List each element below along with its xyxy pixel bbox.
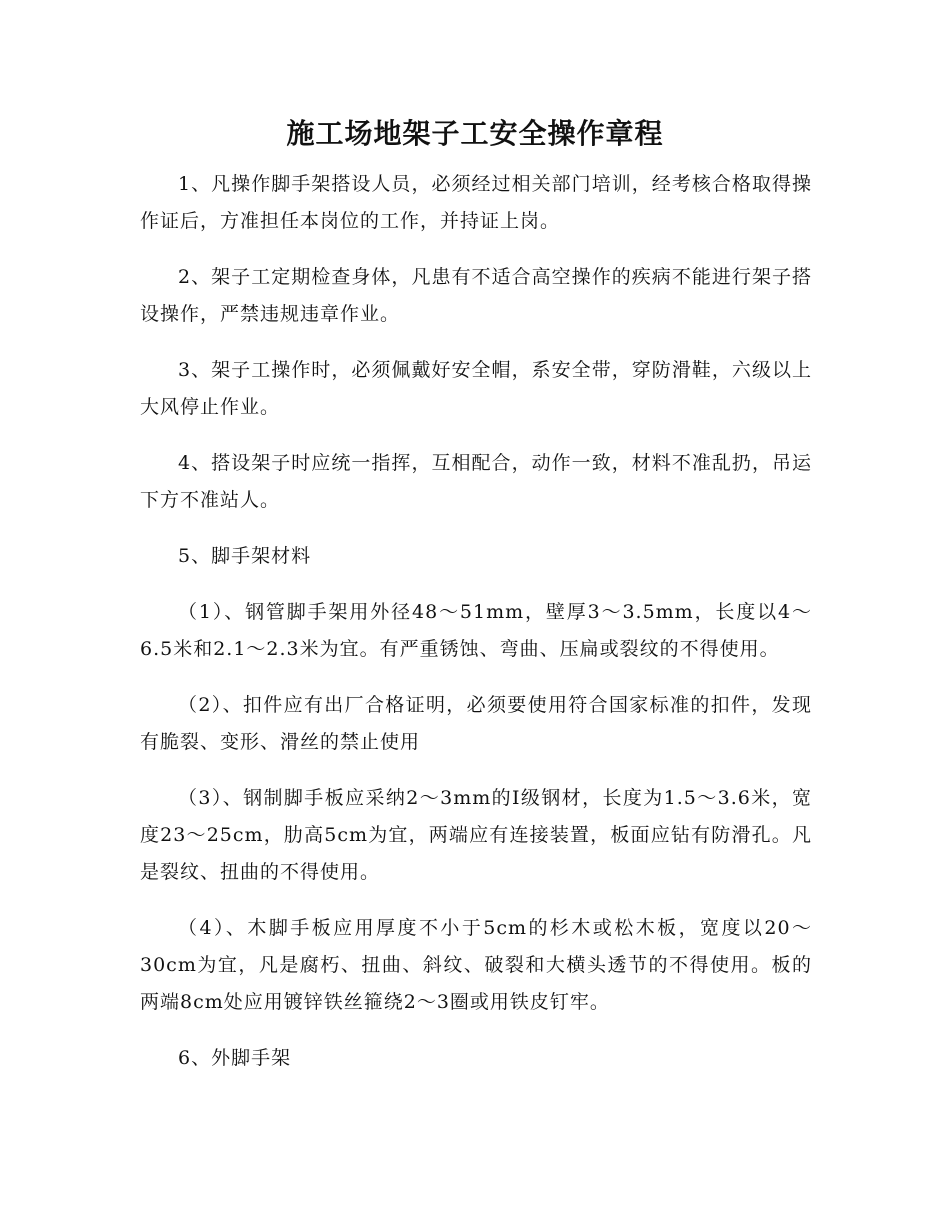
paragraph-5-4: （4）、木脚手板应用厚度不小于5cm的杉木或松木板，宽度以20～30cm为宜，凡是腐朽、扭曲、斜纹、破裂和大横头透节的不得使用。板的两端8cm处应用镀锌铁丝箍绕2～3圈或用铁皮钉牢。 <box>140 917 812 1013</box>
paragraph-6-heading: 6、外脚手架 <box>178 1047 292 1069</box>
document-title: 施工场地架子工安全操作章程 <box>286 117 664 150</box>
paragraph-3: 3、架子工操作时，必须佩戴好安全帽，系安全带，穿防滑鞋，六级以上大风停止作业。 <box>140 359 812 418</box>
paragraph-4: 4、搭设架子时应统一指挥，互相配合，动作一致，材料不准乱扔，吊运下方不准站人。 <box>140 452 812 511</box>
paragraph-5-1: （1）、钢管脚手架用外径48～51mm，壁厚3～3.5mm，长度以4～6.5米和2.1～2.3米为宜。有严重锈蚀、弯曲、压扁或裂纹的不得使用。 <box>140 601 812 660</box>
paragraph-5-3: （3）、钢制脚手板应采纳2～3mm的Ⅰ级钢材，长度为1.5～3.6米，宽度23～25cm，肋高5cm为宜，两端应有连接装置，板面应钻有防滑孔。凡是裂纹、扭曲的不得使用。 <box>140 787 812 883</box>
paragraph-2: 2、架子工定期检查身体，凡患有不适合高空操作的疾病不能进行架子搭设操作，严禁违规违章作业。 <box>140 266 812 325</box>
paragraph-1: 1、凡操作脚手架搭设人员，必须经过相关部门培训，经考核合格取得操作证后，方准担任本岗位的工作，并持证上岗。 <box>140 173 812 232</box>
document-body <box>140 166 812 1096</box>
paragraph-5-heading: 5、脚手架材料 <box>178 545 312 567</box>
paragraph-5-2: （2）、扣件应有出厂合格证明，必须要使用符合国家标准的扣件，发现有脆裂、变形、滑丝的禁止使用 <box>140 694 812 753</box>
